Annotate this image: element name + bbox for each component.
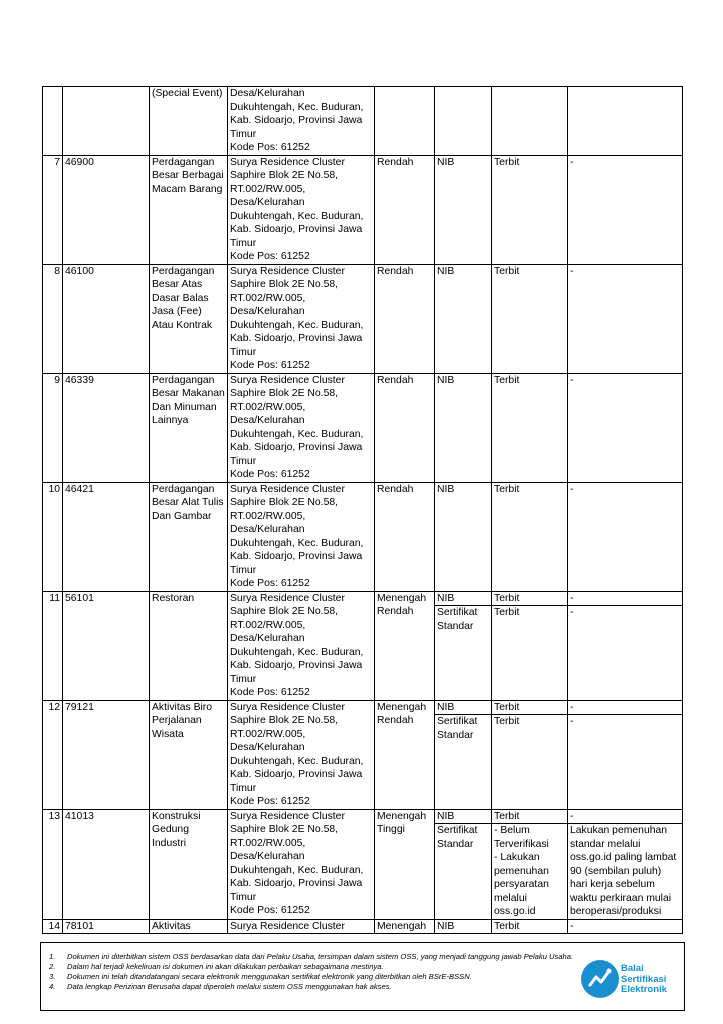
kbli-code-cell	[63, 809, 150, 919]
table-row	[43, 700, 683, 809]
kbli-name-cell	[150, 373, 228, 482]
table-row	[43, 155, 683, 264]
kbli-code: 46900	[65, 156, 94, 168]
kbli-name: Konstruksi Gedung Industri	[152, 810, 201, 849]
table-row	[43, 264, 683, 373]
perizinan-note: -	[570, 920, 574, 932]
kbli-code: 41013	[65, 810, 94, 822]
perizinan-type-cell	[435, 155, 492, 264]
kbli-name-cell	[150, 919, 228, 934]
business-address: Surya Residence Cluster Saphire Blok 2E No.58, RT.002/RW.005, Desa/Kelurahan Dukuhtengah, Kec. Buduran, Kab. Sidoarjo, Provinsi Jawa Timur Kode Pos: 61252	[230, 592, 364, 698]
perizinan-type: NIB	[437, 156, 455, 168]
risk-level: Rendah	[377, 483, 414, 495]
business-address-cell	[228, 809, 375, 919]
perizinan-status-cell	[492, 373, 568, 482]
note-number: 2.	[49, 962, 56, 971]
risk-level-cell	[375, 87, 435, 156]
perizinan-note: -	[570, 265, 574, 277]
row-number-cell	[43, 809, 63, 919]
row-number-cell	[43, 373, 63, 482]
risk-level-cell	[375, 482, 435, 591]
kbli-code-cell	[63, 87, 150, 156]
perizinan-type-cell	[435, 809, 492, 919]
perizinan-type: NIB	[437, 483, 455, 495]
business-address-cell	[228, 87, 375, 156]
kbli-name-cell	[150, 264, 228, 373]
perizinan-status-cell	[492, 591, 568, 700]
perizinan-status: Terbit	[494, 920, 520, 932]
table-row	[43, 919, 683, 934]
perizinan-type-cell	[435, 919, 492, 934]
perizinan-status: Terbit	[494, 483, 520, 495]
kbli-name-cell	[150, 482, 228, 591]
kbli-name-cell	[150, 87, 228, 156]
perizinan-note-cell	[568, 919, 683, 934]
kbli-table-body	[43, 87, 683, 934]
logo-line: Balai	[621, 963, 644, 974]
perizinan-note: -	[570, 701, 574, 713]
perizinan-note: -	[570, 156, 574, 168]
business-address: Surya Residence Cluster Saphire Blok 2E No.58, RT.002/RW.005, Desa/Kelurahan Dukuhtengah, Kec. Buduran, Kab. Sidoarjo, Provinsi Jawa Timur Kode Pos: 61252	[230, 374, 364, 480]
risk-level: Menengah Rendah	[377, 701, 427, 726]
perizinan-note: -	[570, 592, 574, 604]
table-row	[43, 809, 683, 919]
perizinan-status: Terbit	[494, 374, 520, 386]
business-address: Surya Residence Cluster Saphire Blok 2E No.58, RT.002/RW.005, Desa/Kelurahan Dukuhtengah, Kec. Buduran, Kab. Sidoarjo, Provinsi Jawa Timur Kode Pos: 61252	[230, 810, 364, 916]
risk-level-cell	[375, 591, 435, 700]
business-address-cell	[228, 264, 375, 373]
business-address-cell	[228, 700, 375, 809]
perizinan-type: Sertifikat Standar	[435, 714, 491, 742]
perizinan-type: NIB	[437, 810, 455, 822]
business-address: Surya Residence Cluster Saphire Blok 2E No.58, RT.002/RW.005, Desa/Kelurahan Dukuhtengah, Kec. Buduran, Kab. Sidoarjo, Provinsi Jawa Timur Kode Pos: 61252	[230, 701, 364, 807]
perizinan-type: NIB	[437, 374, 455, 386]
footer-note	[49, 982, 581, 992]
kbli-name: Restoran	[152, 592, 195, 604]
kbli-name: Aktivitas Biro Perjalanan Wisata	[152, 701, 213, 740]
perizinan-note-cell	[568, 700, 683, 809]
footer-note	[49, 952, 581, 962]
row-number: 9	[54, 374, 60, 386]
business-address: Surya Residence Cluster	[230, 920, 345, 932]
row-number: 14	[48, 920, 60, 932]
risk-level: Menengah Rendah	[377, 592, 427, 617]
kbli-name: Perdagangan Besar Berbagai Macam Barang	[152, 156, 224, 195]
kbli-code-cell	[63, 591, 150, 700]
perizinan-type: NIB	[437, 701, 455, 713]
note-number: 3.	[49, 972, 56, 981]
note-number: 1.	[49, 952, 56, 961]
perizinan-note: -	[568, 605, 682, 620]
perizinan-status-cell	[492, 700, 568, 809]
perizinan-type-cell	[435, 87, 492, 156]
perizinan-note-cell	[568, 155, 683, 264]
table-row	[43, 87, 683, 156]
kbli-code: 46100	[65, 265, 94, 277]
risk-level: Menengah Tinggi	[377, 810, 427, 835]
kbli-code-cell	[63, 264, 150, 373]
perizinan-status-cell	[492, 482, 568, 591]
business-address: Surya Residence Cluster Saphire Blok 2E No.58, RT.002/RW.005, Desa/Kelurahan Dukuhtengah, Kec. Buduran, Kab. Sidoarjo, Provinsi Jawa Timur Kode Pos: 61252	[230, 265, 364, 371]
note-text: Dokumen ini diterbitkan sistem OSS berdasarkan data dari Pelaku Usaha, tersimpan dalam sistem OSS, yang menjadi tanggung jawab Pelaku Usaha.	[67, 952, 574, 961]
perizinan-status: Terbit	[492, 605, 567, 620]
footer-note	[49, 972, 581, 982]
perizinan-status: Terbit	[494, 156, 520, 168]
table-row	[43, 591, 683, 700]
perizinan-type-cell	[435, 264, 492, 373]
risk-level: Rendah	[377, 156, 414, 168]
kbli-name-cell	[150, 591, 228, 700]
bsre-logo-icon	[581, 960, 619, 998]
perizinan-note-cell	[568, 482, 683, 591]
table-row	[43, 482, 683, 591]
kbli-name: Perdagangan Besar Atas Dasar Balas Jasa (Fee) Atau Kontrak	[152, 265, 215, 331]
perizinan-note: -	[570, 483, 574, 495]
perizinan-status-cell	[492, 809, 568, 919]
kbli-name: Perdagangan Besar Makanan Dan Minuman Lainnya	[152, 374, 225, 426]
perizinan-type-cell	[435, 482, 492, 591]
risk-level: Rendah	[377, 265, 414, 277]
row-number: 10	[48, 483, 60, 495]
perizinan-type: NIB	[437, 592, 455, 604]
risk-level-cell	[375, 155, 435, 264]
business-address-cell	[228, 155, 375, 264]
perizinan-type: NIB	[437, 920, 455, 932]
perizinan-type-cell	[435, 373, 492, 482]
risk-level-cell	[375, 809, 435, 919]
risk-level: Rendah	[377, 374, 414, 386]
business-address: Desa/Kelurahan Dukuhtengah, Kec. Buduran, Kab. Sidoarjo, Provinsi Jawa Timur Kode Pos: 61252	[230, 88, 364, 153]
perizinan-status-cell	[492, 264, 568, 373]
kbli-table	[42, 86, 683, 934]
business-address-cell	[228, 591, 375, 700]
kbli-name: Perdagangan Besar Alat Tulis Dan Gambar	[152, 483, 224, 522]
perizinan-note-cell	[568, 264, 683, 373]
perizinan-note-cell	[568, 591, 683, 700]
logo-line: Elektronik	[621, 984, 667, 995]
perizinan-status: Terbit	[494, 701, 520, 713]
kbli-code-cell	[63, 373, 150, 482]
kbli-name-cell	[150, 809, 228, 919]
row-number-cell	[43, 155, 63, 264]
note-text: Dokumen ini telah ditandatangani secara elektronik menggunakan sertifikat elektronik yang diterbitkan oleh BSrE-BSSN.	[67, 972, 472, 981]
perizinan-note-cell	[568, 87, 683, 156]
kbli-name-cell	[150, 700, 228, 809]
perizinan-status-cell	[492, 155, 568, 264]
perizinan-note: -	[568, 714, 682, 729]
kbli-name: (Special Event)	[152, 88, 223, 99]
footer-box	[40, 942, 685, 1011]
risk-level-cell	[375, 264, 435, 373]
perizinan-note: Lakukan pemenuhan standar melalui oss.go.id paling lambat 90 (sembilan puluh) hari kerja sebelum waktu perkiraan mulai beroperasi/produksi	[568, 823, 682, 919]
perizinan-type: Sertifikat Standar	[435, 823, 491, 851]
perizinan-note-cell	[568, 373, 683, 482]
row-number: 12	[48, 701, 60, 713]
perizinan-status: - Belum Terverifikasi - Lakukan pemenuhan persyaratan melalui oss.go.id	[492, 823, 567, 919]
business-address-cell	[228, 919, 375, 934]
kbli-code: 79121	[65, 701, 94, 713]
note-number: 4.	[49, 982, 56, 991]
perizinan-type: NIB	[437, 265, 455, 277]
table-row	[43, 373, 683, 482]
perizinan-note: -	[570, 810, 574, 822]
row-number: 7	[54, 156, 60, 168]
footer-note	[49, 962, 581, 972]
row-number-cell	[43, 591, 63, 700]
risk-level-cell	[375, 919, 435, 934]
business-address: Surya Residence Cluster Saphire Blok 2E No.58, RT.002/RW.005, Desa/Kelurahan Dukuhtengah, Kec. Buduran, Kab. Sidoarjo, Provinsi Jawa Timur Kode Pos: 61252	[230, 156, 364, 262]
row-number-cell	[43, 700, 63, 809]
perizinan-note: -	[570, 374, 574, 386]
perizinan-status: Terbit	[494, 265, 520, 277]
business-address-cell	[228, 373, 375, 482]
perizinan-type-cell	[435, 591, 492, 700]
kbli-code-cell	[63, 919, 150, 934]
perizinan-status-cell	[492, 87, 568, 156]
kbli-name: Aktivitas	[152, 920, 191, 932]
perizinan-note-cell	[568, 809, 683, 919]
risk-level: Menengah	[377, 920, 427, 932]
business-address: Surya Residence Cluster Saphire Blok 2E No.58, RT.002/RW.005, Desa/Kelurahan Dukuhtengah, Kec. Buduran, Kab. Sidoarjo, Provinsi Jawa Timur Kode Pos: 61252	[230, 483, 364, 589]
risk-level-cell	[375, 373, 435, 482]
perizinan-type: Sertifikat Standar	[435, 605, 491, 633]
note-text: Data lengkap Perizinan Berusaha dapat diperoleh melalui sistem OSS menggunakan hak akses.	[67, 982, 392, 991]
note-text: Dalam hal terjadi kekeliruan isi dokumen ini akan dilakukan perbaikan sebagaimana mestinya.	[67, 962, 384, 971]
row-number-cell	[43, 264, 63, 373]
logo-line: Sertifikasi	[621, 973, 667, 985]
row-number-cell	[43, 482, 63, 591]
perizinan-status: Terbit	[494, 810, 520, 822]
kbli-code: 46339	[65, 374, 94, 386]
bsre-logo	[581, 960, 676, 1000]
bsre-logo-text	[621, 964, 667, 996]
risk-level-cell	[375, 700, 435, 809]
kbli-code: 78101	[65, 920, 94, 932]
footer-notes	[49, 952, 581, 992]
perizinan-status: Terbit	[494, 592, 520, 604]
row-number-cell	[43, 87, 63, 156]
perizinan-status: Terbit	[492, 714, 567, 729]
row-number: 8	[54, 265, 60, 277]
row-number: 13	[48, 810, 60, 822]
kbli-code-cell	[63, 155, 150, 264]
perizinan-status-cell	[492, 919, 568, 934]
row-number-cell	[43, 919, 63, 934]
kbli-code-cell	[63, 700, 150, 809]
kbli-code: 46421	[65, 483, 94, 495]
perizinan-type-cell	[435, 700, 492, 809]
kbli-code-cell	[63, 482, 150, 591]
kbli-name-cell	[150, 155, 228, 264]
kbli-code: 56101	[65, 592, 94, 604]
business-address-cell	[228, 482, 375, 591]
row-number: 11	[49, 592, 60, 604]
